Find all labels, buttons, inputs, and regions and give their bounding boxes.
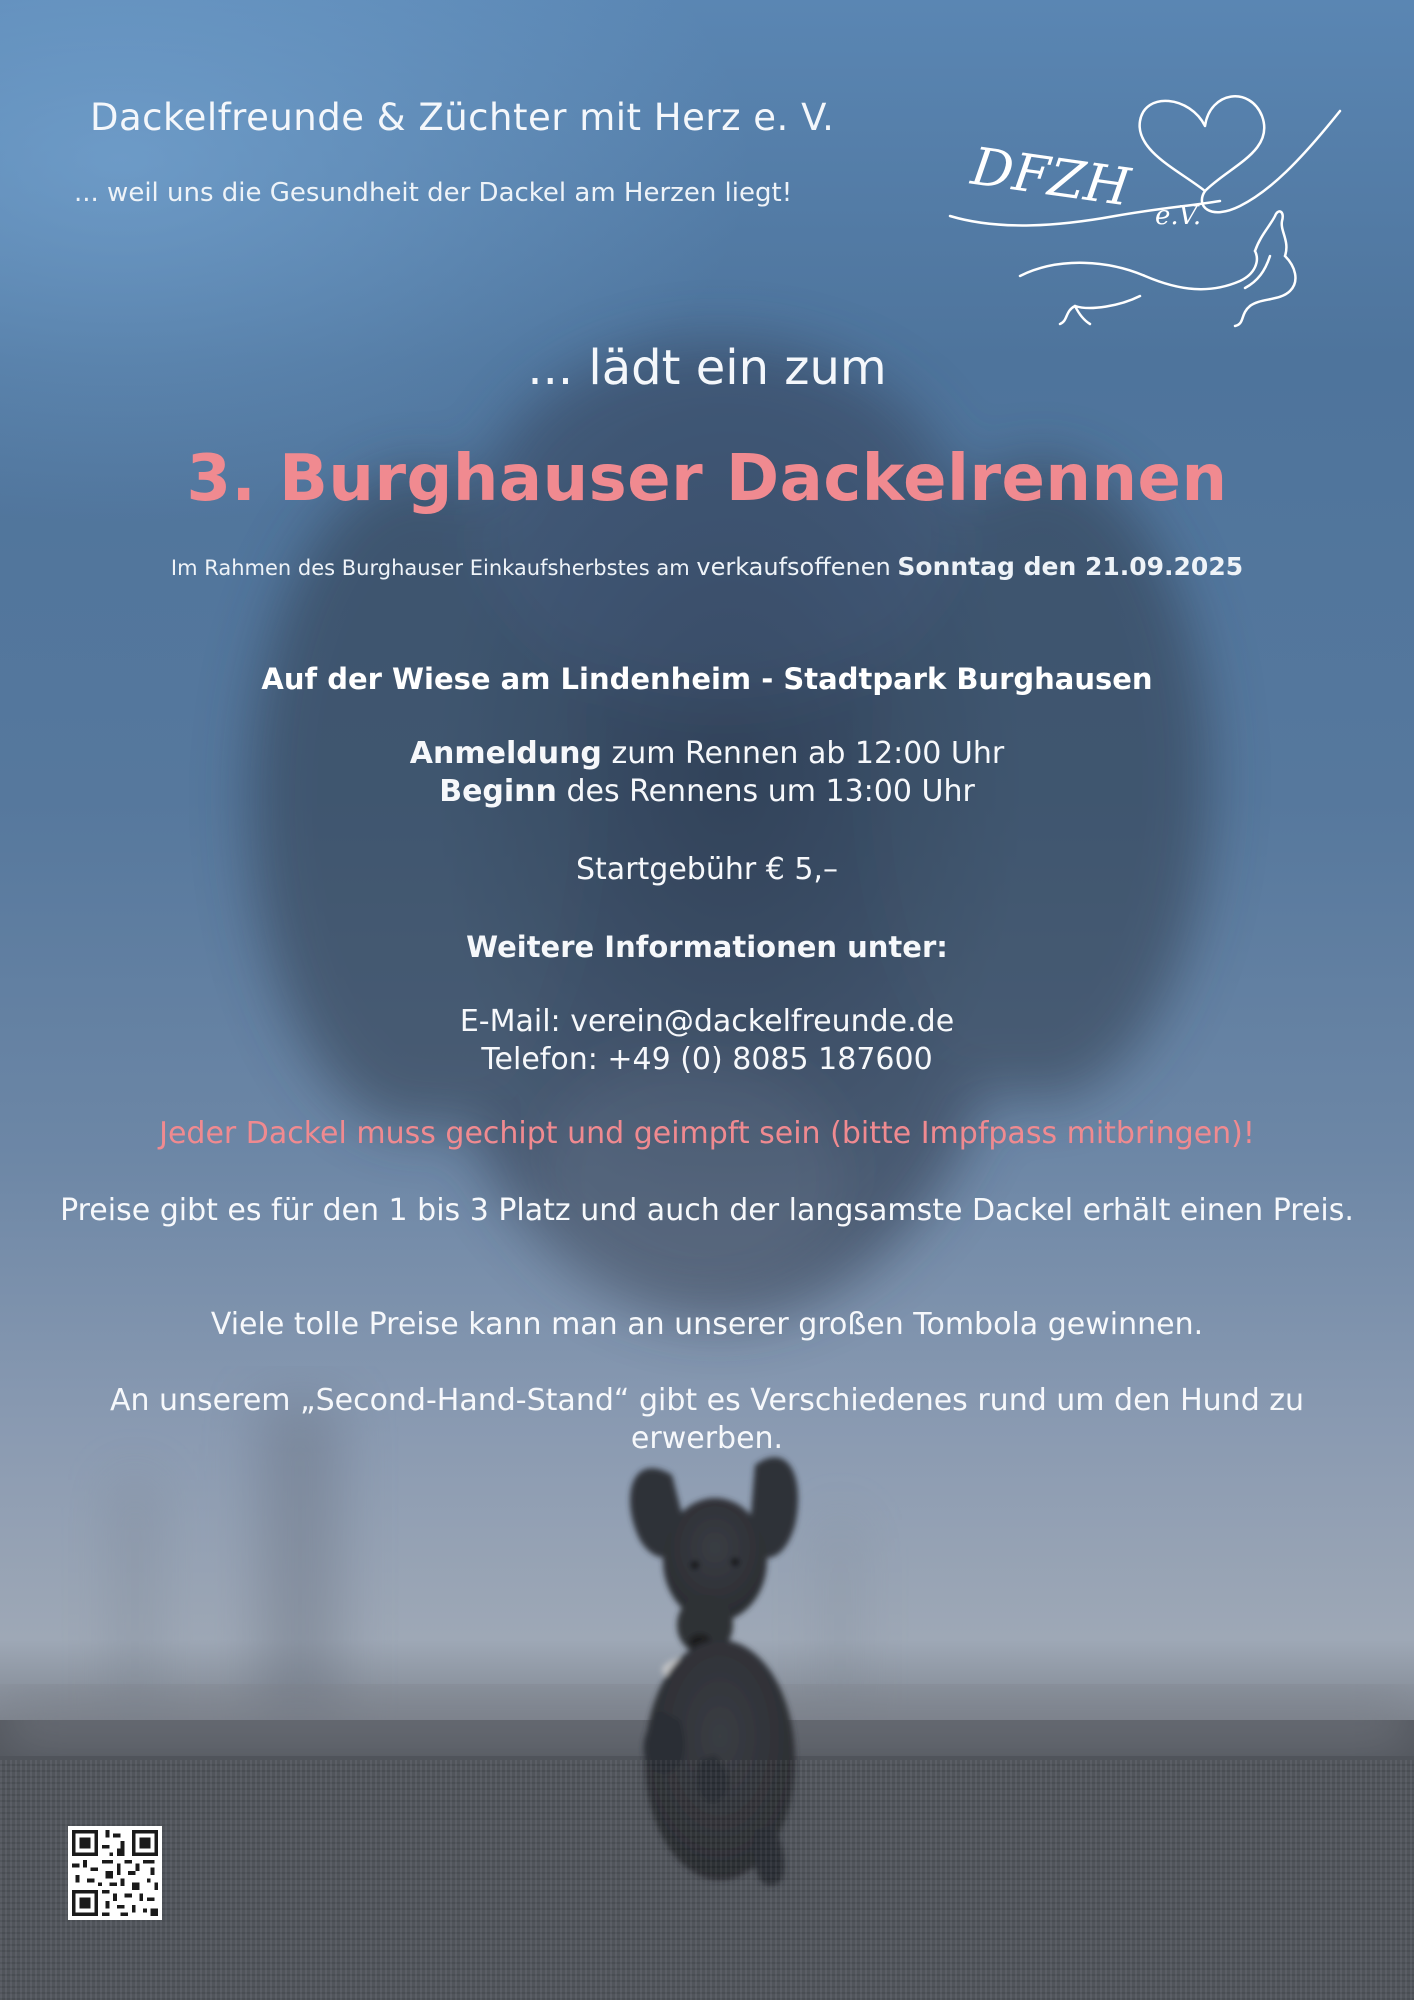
contact-phone: Telefon: +49 (0) 8085 187600: [481, 1042, 933, 1077]
heart-dachshund-logo: [940, 66, 1350, 346]
event-date: Sonntag den 21.09.2025: [897, 552, 1244, 581]
grass-texture: [0, 1760, 1414, 2000]
svg-text:e.V.: e.V.: [1155, 201, 1202, 231]
club-tagline: ... weil uns die Gesundheit der Dackel am Herzen liegt!: [74, 178, 793, 208]
context-part2: verkaufsoffenen: [696, 553, 891, 581]
invite-line: ... lädt ein zum: [527, 340, 887, 396]
registration-label: Anmeldung: [409, 736, 602, 771]
tombola-info: Viele tolle Preise kann man an unserer großen Tombola gewinnen.: [210, 1307, 1204, 1342]
prizes-info: Preise gibt es für den 1 bis 3 Platz und auch der langsamste Dackel erhält einen Preis.: [60, 1193, 1354, 1228]
event-title: 3. Burghauser Dackelrennen: [186, 442, 1228, 516]
start-time: [0, 774, 1414, 809]
registration-time: [0, 736, 1414, 771]
context-part1: Im Rahmen des Burghauser Einkaufsherbstes am: [170, 556, 690, 580]
event-context: [0, 552, 1414, 581]
start-label: Beginn: [439, 774, 557, 809]
contact-email: E-Mail: verein@dackelfreunde.de: [459, 1004, 955, 1039]
event-venue: Auf der Wiese am Lindenheim - Stadtpark Burghausen: [261, 662, 1153, 696]
start-detail: des Rennens um 13:00 Uhr: [566, 774, 975, 809]
vaccination-notice: Jeder Dackel muss gechipt und geimpft sein (bitte Impfpass mitbringen)!: [159, 1116, 1255, 1151]
second-hand-info: An unserem „Second-Hand-Stand“ gibt es Verschiedenes rund um den Hund zu erwerben.: [109, 1383, 1305, 1456]
entry-fee: Startgebühr € 5,–: [576, 852, 838, 887]
club-name: Dackelfreunde & Züchter mit Herz e. V.: [90, 96, 835, 139]
qr-code-icon[interactable]: [68, 1826, 162, 1920]
svg-text:DFZH: DFZH: [967, 136, 1134, 219]
info-heading: Weitere Informationen unter:: [466, 930, 948, 964]
registration-detail: zum Rennen ab 12:00 Uhr: [611, 736, 1005, 771]
